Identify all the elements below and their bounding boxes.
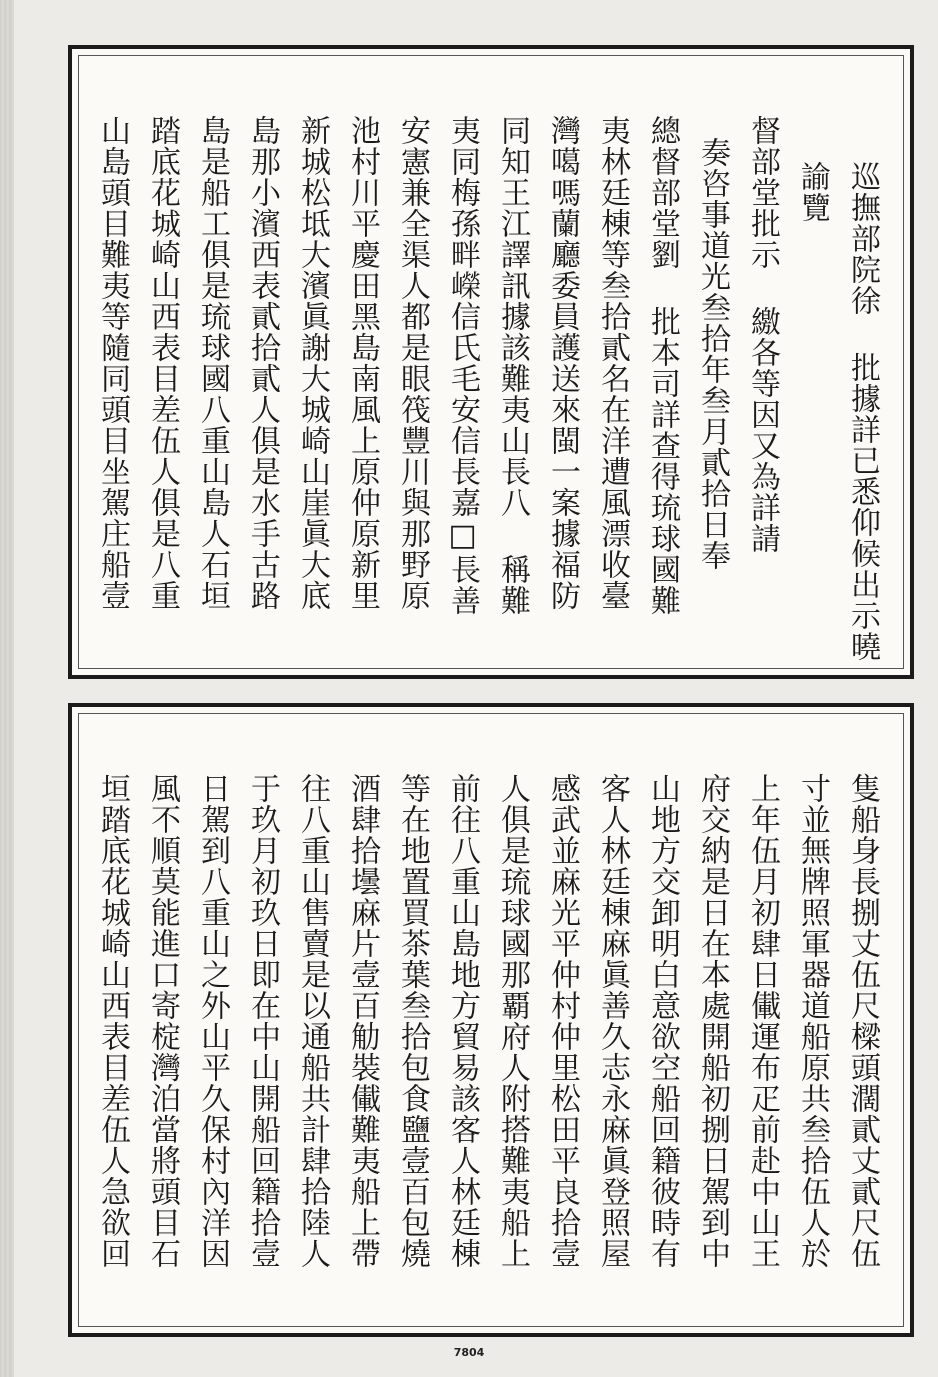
text-column: 日駕到八重山之外山平久保村內洋因 <box>195 773 230 1269</box>
text-column: 往八重山售賣是以通船共計肆拾陸人 <box>295 773 330 1269</box>
text-column: 客人林廷棟麻眞善久志永麻眞登照屋 <box>595 773 630 1269</box>
text-column: 風不順莫能進口寄椗灣泊當將頭目石 <box>145 773 180 1269</box>
text-column: 督部堂批示 繳各等因又為詳請 <box>745 115 780 554</box>
text-column: 隻船身長捌丈伍尺樑頭濶貳丈貳尺伍 <box>845 773 880 1269</box>
text-column: 感武並麻光平仲村仲里松田平良拾壹 <box>545 773 580 1269</box>
text-column: 島是船工俱是琉球國八重山島人石垣 <box>195 115 230 611</box>
top-text-panel <box>68 45 914 679</box>
page-edge <box>0 0 14 1377</box>
text-column: 垣踏底花城崎山西表目差伍人急欲回 <box>95 773 130 1269</box>
text-column: 府交納是日在本處開船初捌日駕到中 <box>695 773 730 1269</box>
text-column: 夷林廷棟等叁拾貳名在洋遭風漂收臺 <box>595 115 630 611</box>
text-column: 新城松坻大濱眞謝大城崎山崖眞大底 <box>295 115 330 611</box>
text-column: 同知王江譯訊據該難夷山長八 稱難 <box>495 115 530 616</box>
text-column: 諭覽 <box>795 161 830 223</box>
text-column: 山島頭目難夷等隨同頭目坐駕庄船壹 <box>95 115 130 611</box>
bottom-text-panel <box>68 703 914 1337</box>
text-column: 灣噶嗎蘭廳委員護送來閩一案據福防 <box>545 115 580 611</box>
text-column: 于玖月初玖日即在中山開船回籍拾壹 <box>245 773 280 1269</box>
page-number: 7804 <box>453 1346 485 1359</box>
text-column: 山地方交卸明白意欲空船回籍彼時有 <box>645 773 680 1269</box>
text-column: 酒肆拾壜麻片壹百觔裝儎難夷船上帶 <box>345 773 380 1269</box>
text-column: 前往八重山島地方貿易該客人林廷棟 <box>445 773 480 1269</box>
text-column: 上年伍月初肆日儎運布疋前赴中山王 <box>745 773 780 1269</box>
text-column: 等在地置買茶葉叁拾包食鹽壹百包燒 <box>395 773 430 1269</box>
text-column: 安憲兼全渠人都是眼筏豐川與那野原 <box>395 115 430 611</box>
text-column: 寸並無牌照軍器道船原共叁拾伍人於 <box>795 773 830 1269</box>
text-column: 巡撫部院徐 批據詳已悉仰候出示曉 <box>845 161 880 662</box>
text-column: 奏咨事道光叁拾年叁月貳拾日奉 <box>695 137 730 571</box>
text-column: 踏底花城崎山西表目差伍人俱是八重 <box>145 115 180 611</box>
text-column: 島那小濱西表貳拾貳人俱是水手古路 <box>245 115 280 611</box>
text-column: 總督部堂劉 批本司詳查得琉球國難 <box>645 115 680 616</box>
text-column: 池村川平慶田黑島南風上原仲原新里 <box>345 115 380 611</box>
text-column: 夷同梅孫畔嶸信氏毛安信長嘉□長善 <box>445 115 480 616</box>
text-column: 人俱是琉球國那覇府人附搭難夷船上 <box>495 773 530 1269</box>
